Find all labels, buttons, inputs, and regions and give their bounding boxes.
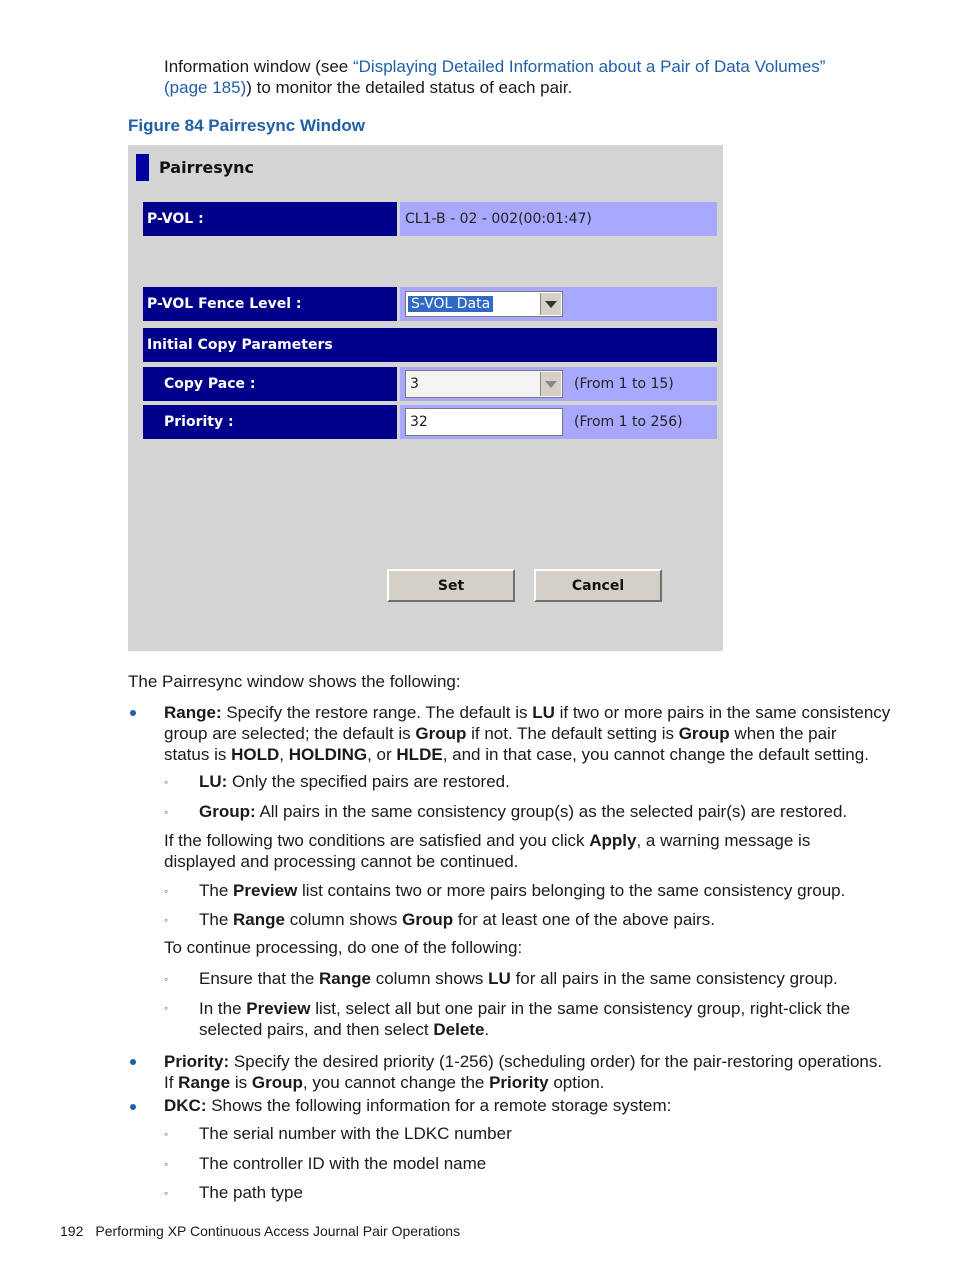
hlde-word: HLDE (396, 745, 443, 764)
priority-paragraph (164, 1051, 882, 1093)
lu-item (199, 772, 510, 792)
cond-text: for at least one of the above pairs. (453, 910, 715, 929)
sub-bullet: ◦ (164, 775, 169, 789)
intro-line-2 (164, 77, 825, 98)
range-term: Range: (164, 703, 222, 722)
group-term: Group: (199, 802, 256, 821)
preview-word: Preview (246, 999, 311, 1018)
footer-text: Performing XP Continuous Access Journal Pair Operations (95, 1223, 461, 1239)
opt-text: . (484, 1020, 490, 1039)
range-text: , and in that case, you cannot change the default setting. (442, 745, 869, 764)
dkc-item: The path type (199, 1183, 303, 1202)
range-text: if two or more pairs in the same consistency (554, 703, 891, 722)
priority-label: Priority : (143, 405, 397, 439)
group-word: Group (415, 724, 467, 743)
dkc-paragraph (164, 1096, 671, 1116)
group-word: Group (251, 1073, 303, 1092)
priority-text: Specify the desired priority (1-256) (scheduling order) for the pair-restoring operations. (229, 1052, 883, 1071)
page-ref-link[interactable]: (page 185) (164, 78, 247, 97)
range-line-2 (164, 723, 890, 744)
detail-info-link[interactable]: “Displaying Detailed Information about a Pair of Data Volumes” (352, 57, 826, 76)
intro-paragraph (164, 56, 825, 98)
copy-pace-label: Copy Pace : (143, 367, 397, 401)
title-marker (136, 154, 149, 181)
initial-copy-header: Initial Copy Parameters (143, 328, 717, 362)
opt-text: list, select all but one pair in the same consistency group, right-click the (310, 999, 851, 1018)
priority-line-2 (164, 1072, 882, 1093)
bullet-dot (130, 710, 136, 716)
dkc-item: The controller ID with the model name (199, 1154, 487, 1173)
group-item (199, 802, 847, 822)
range-text: Specify the restore range. The default is (221, 703, 533, 722)
preview-word: Preview (233, 881, 298, 900)
sub-bullet: ◦ (164, 1157, 169, 1171)
sub-bullet: ◦ (164, 913, 169, 927)
pvol-value (400, 202, 717, 236)
chevron-down-icon (545, 381, 557, 388)
opt-text: In the (199, 999, 247, 1018)
range-word: Range (319, 969, 371, 988)
dkc-item: The serial number with the LDKC number (199, 1124, 512, 1143)
option-2-line-2 (199, 1019, 850, 1040)
hold-word: HOLD (231, 745, 280, 764)
group-word: Group (402, 910, 454, 929)
priority-word: Priority (489, 1073, 549, 1092)
page-footer (60, 1223, 460, 1239)
fence-dropdown-button[interactable] (540, 293, 561, 315)
lu-word: LU (488, 969, 511, 988)
cond-text: The (199, 910, 234, 929)
dkc-term: DKC: (164, 1096, 207, 1115)
range-text: group are selected; the default is (164, 724, 416, 743)
opt-text: for all pairs in the same consistency group. (510, 969, 838, 988)
set-button[interactable]: Set (387, 569, 515, 602)
sub-bullet: ◦ (164, 805, 169, 819)
range-line-1 (164, 702, 890, 723)
page-number: 192 (60, 1223, 84, 1239)
range-text: , (279, 745, 289, 764)
priority-text: is (230, 1073, 252, 1092)
priority-term: Priority: (164, 1052, 230, 1071)
cond-text: If the following two conditions are satisfied and you click (164, 831, 590, 850)
condition-2 (199, 910, 715, 930)
copy-pace-value: 3 (410, 376, 419, 392)
priority-input[interactable] (405, 408, 563, 436)
priority-line-1 (164, 1051, 882, 1072)
opt-text: selected pairs, and then select (199, 1020, 434, 1039)
priority-text: option. (548, 1073, 605, 1092)
copy-pace-dropdown-button[interactable] (540, 372, 561, 396)
figure-title: Figure 84 Pairresync Window (128, 116, 365, 135)
cond-text: column shows (285, 910, 403, 929)
range-text: status is (164, 745, 232, 764)
priority-text: If (164, 1073, 179, 1092)
priority-text: , you cannot change the (302, 1073, 490, 1092)
dkc-desc: Shows the following information for a remote storage system: (206, 1096, 672, 1115)
sub-bullet: ◦ (164, 972, 169, 986)
range-word: Range (178, 1073, 231, 1092)
range-word: Range (233, 910, 285, 929)
option-2 (199, 998, 850, 1040)
conditions-line-1 (164, 830, 810, 851)
fence-level-select[interactable] (405, 291, 563, 317)
group-word: Group (678, 724, 730, 743)
option-2-line-1 (199, 998, 850, 1019)
holding-word: HOLDING (288, 745, 368, 764)
lu-word: LU (532, 703, 555, 722)
continue-paragraph: To continue processing, do one of the following: (164, 938, 523, 957)
lu-term: LU: (199, 772, 228, 791)
opt-text: column shows (371, 969, 489, 988)
shows-paragraph: The Pairresync window shows the following: (128, 672, 461, 691)
copy-pace-select[interactable] (405, 370, 563, 398)
fence-level-value: S-VOL Data (408, 296, 493, 312)
sub-bullet: ◦ (164, 1127, 169, 1141)
sub-bullet: ◦ (164, 884, 169, 898)
conditions-paragraph (164, 830, 810, 872)
priority-value: 32 (410, 414, 428, 430)
option-1 (199, 969, 838, 989)
bullet-dot (130, 1059, 136, 1065)
bullet-dot (130, 1104, 136, 1110)
cond-text: list contains two or more pairs belonging to the same consistency group. (297, 881, 846, 900)
range-text: when the pair (729, 724, 837, 743)
conditions-line-2: displayed and processing cannot be continued. (164, 852, 519, 871)
pairresync-window (128, 145, 723, 651)
group-desc: All pairs in the same consistency group(s) as the selected pair(s) are restored. (255, 802, 848, 821)
cancel-button[interactable]: Cancel (534, 569, 662, 602)
cond-text: , a warning message is (636, 831, 811, 850)
range-paragraph (164, 702, 890, 765)
range-text: , or (367, 745, 397, 764)
lu-desc: Only the specified pairs are restored. (227, 772, 510, 791)
apply-word: Apply (589, 831, 637, 850)
cond-text: The (199, 881, 234, 900)
intro-suffix: ) to monitor the detailed status of each pair. (246, 78, 573, 97)
range-text: if not. The default setting is (466, 724, 679, 743)
intro-text: Information window (see (164, 57, 353, 76)
pvol-label: P-VOL : (143, 202, 397, 236)
intro-line-1 (164, 56, 825, 77)
delete-word: Delete (433, 1020, 485, 1039)
priority-range: (From 1 to 256) (574, 414, 683, 430)
chevron-down-icon (545, 301, 557, 308)
window-title: Pairresync (159, 158, 255, 177)
range-line-3 (164, 744, 890, 765)
condition-1 (199, 881, 845, 901)
sub-bullet: ◦ (164, 1186, 169, 1200)
copy-pace-range: (From 1 to 15) (574, 376, 674, 392)
pvol-value-text: CL1-B - 02 - 002(00:01:47) (405, 211, 592, 227)
fence-level-label: P-VOL Fence Level : (143, 287, 397, 321)
opt-text: Ensure that the (199, 969, 320, 988)
sub-bullet: ◦ (164, 1001, 169, 1015)
